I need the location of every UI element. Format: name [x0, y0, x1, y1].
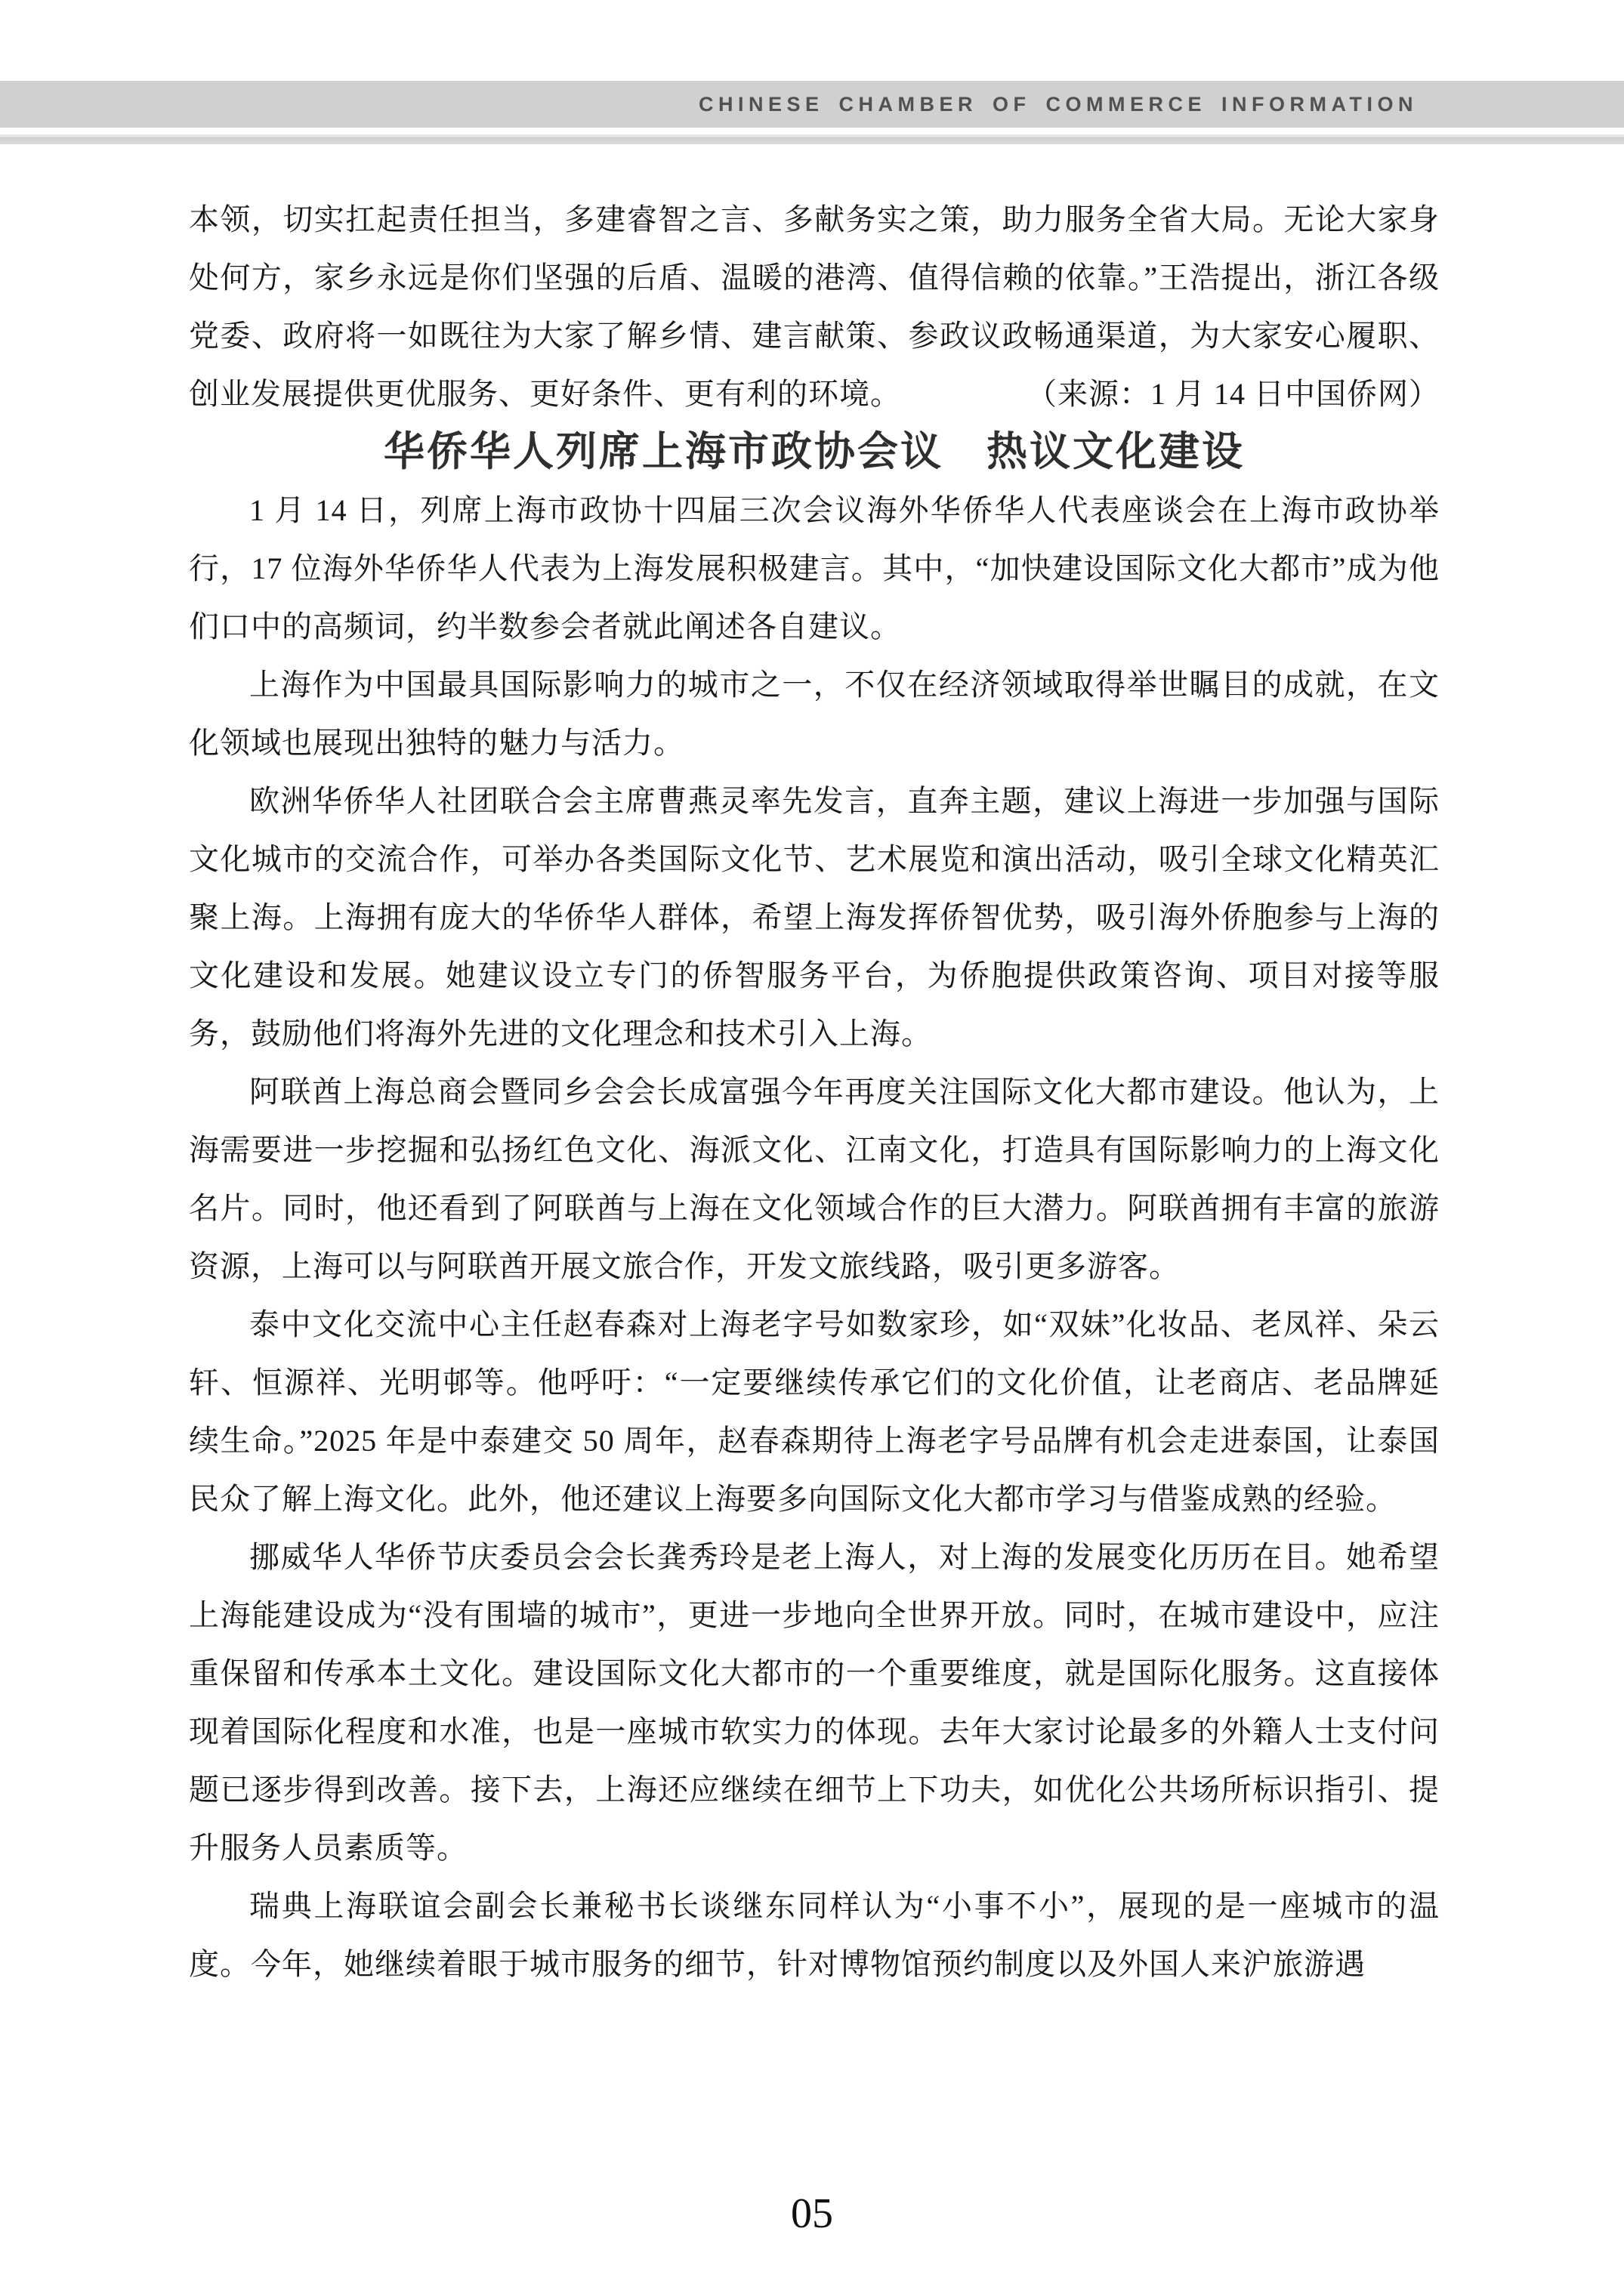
body-paragraph: 阿联酋上海总商会暨同乡会会长成富强今年再度关注国际文化大都市建设。他认为，上海需要进一步挖掘和弘扬红色文化、海派文化、江南文化，打造具有国际影响力的上海文化名片。同时，他还看到了阿联酋与上海在文化领域合作的巨大潜力。阿联酋拥有丰富的旅游资源，上海可以与阿联酋开展文旅合作，开发文旅线路，吸引更多游客。 — [189, 1075, 1440, 1283]
body-paragraph: 欧洲华侨华人社团联合会主席曹燕灵率先发言，直奔主题，建议上海进一步加强与国际文化城市的交流合作，可举办各类国际文化节、艺术展览和演出活动，吸引全球文化精英汇聚上海。上海拥有庞大的华侨华人群体，希望上海发挥侨智优势，吸引海外侨胞参与上海的文化建设和发展。她建议设立专门的侨智服务平台，为侨胞提供政策咨询、项目对接等服务，鼓励他们将海外先进的文化理念和技术引入上海。 — [189, 784, 1440, 1051]
article-title: 华侨华人列席上海市政协会议 热议文化建设 — [384, 429, 1245, 474]
continuation-paragraph-text: 本领，切实扛起责任担当，多建睿智之言、多献务实之策，助力服务全省大局。无论大家身处何方，家乡永远是你们坚强的后盾、温暖的港湾、值得信赖的依靠。”王浩提出，浙江各级党委、政府将一如既往为大家了解乡情、建言献策、参政议政畅通渠道，为大家安心履职、创业发展提供更优服务、更好条件、更有利的环境。 — [189, 202, 1440, 411]
header-band-title: CHINESE CHAMBER OF COMMERCE INFORMATION — [699, 93, 1418, 116]
article-body — [189, 190, 1440, 1993]
header-band — [0, 81, 1624, 128]
body-paragraph: 1 月 14 日，列席上海市政协十四届三次会议海外华侨华人代表座谈会在上海市政协举行，17 位海外华侨华人代表为上海发展积极建言。其中，“加快建设国际文化大都市”成为他们口中的高频词，约半数参会者就此阐述各自建议。 — [189, 493, 1440, 643]
source-attribution: （来源：1 月 14 日中国侨网） — [1027, 377, 1440, 411]
continuation-paragraph — [189, 190, 1440, 423]
body-paragraph: 挪威华人华侨节庆委员会会长龚秀玲是老上海人，对上海的发展变化历历在目。她希望上海能建设成为“没有围墙的城市”，更进一步地向全世界开放。同时，在城市建设中，应注重保留和传承本土文化。建设国际文化大都市的一个重要维度，就是国际化服务。这直接体现着国际化程度和水准，也是一座城市软实力的体现。去年大家讨论最多的外籍人士支付问题已逐步得到改善。接下去，上海还应继续在细节上下功夫，如优化公共场所标识指引、提升服务人员素质等。 — [189, 1540, 1440, 1865]
header-accent-bar — [0, 134, 1624, 144]
body-paragraph: 瑞典上海联谊会副会长兼秘书长谈继东同样认为“小事不小”，展现的是一座城市的温度。今年，她继续着眼于城市服务的细节，针对博物馆预约制度以及外国人来沪旅游遇 — [189, 1889, 1440, 1981]
page-number: 05 — [791, 2190, 833, 2237]
body-paragraph: 上海作为中国最具国际影响力的城市之一，不仅在经济领域取得举世瞩目的成就，在文化领域也展现出独特的魅力与活力。 — [189, 668, 1440, 760]
body-paragraph: 泰中文化交流中心主任赵春森对上海老字号如数家珍，如“双妹”化妆品、老凤祥、朵云轩、恒源祥、光明邨等。他呼吁：“一定要继续传承它们的文化价值，让老商店、老品牌延续生命。”2025 年是中泰建交 50 周年，赵春森期待上海老字号品牌有机会走进泰国，让泰国民众了解上海文化。此外，他还建议上海要多向国际文化大都市学习与借鉴成熟的经验。 — [189, 1307, 1440, 1516]
